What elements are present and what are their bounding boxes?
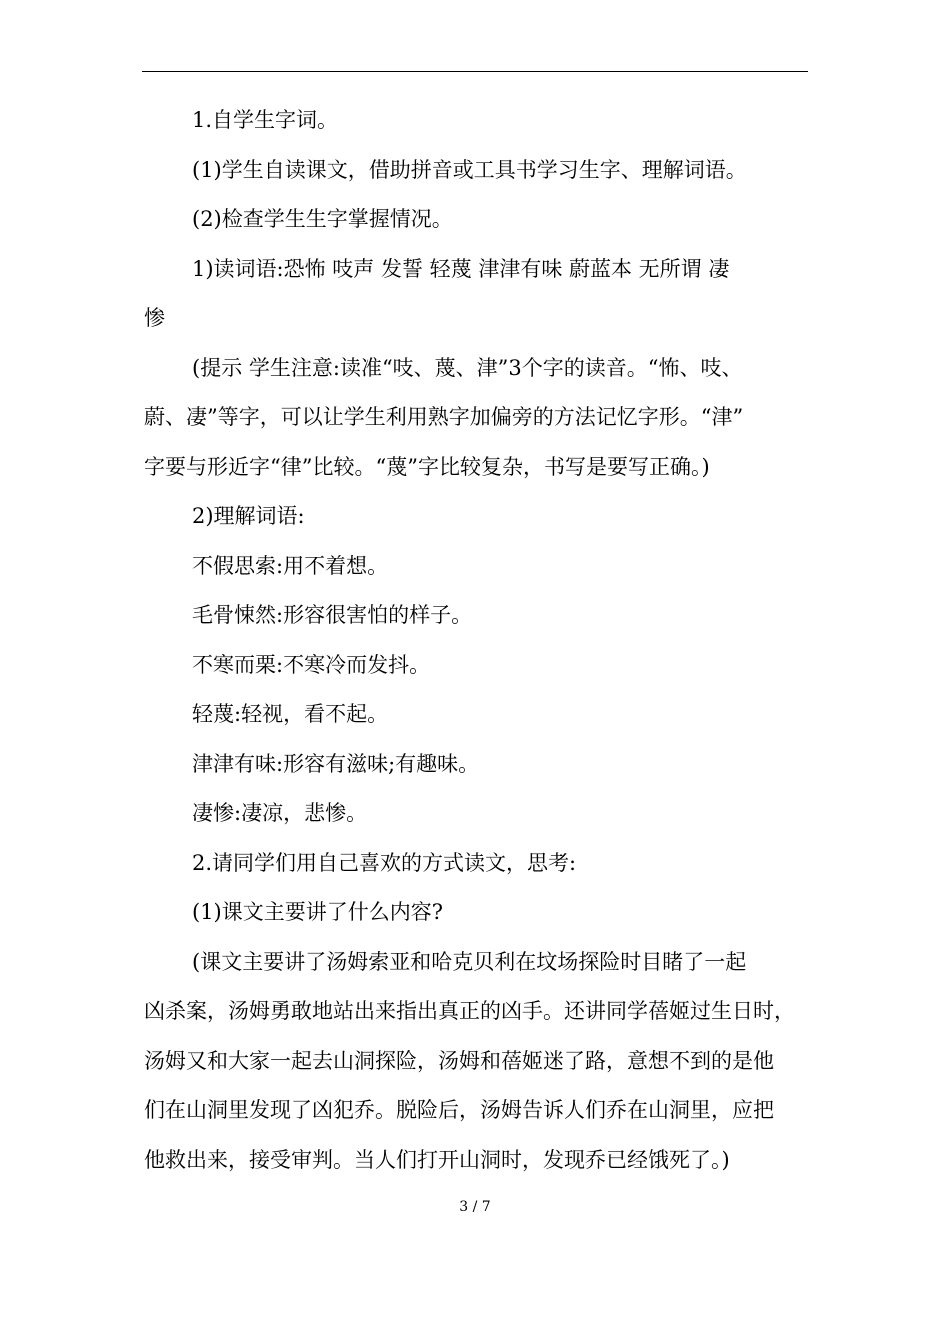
paragraph-line: (1)课文主要讲了什么内容? [192, 900, 444, 924]
paragraph-line: 2.请同学们用自己喜欢的方式读文，思考: [192, 850, 577, 875]
document-body [144, 96, 816, 1185]
paragraph-line: 不寒而栗:不寒冷而发抖。 [192, 652, 431, 677]
paragraph-line: (1)学生自读课文，借助拼音或工具书学习生字、理解词语。 [192, 157, 747, 182]
header-rule [142, 71, 808, 72]
page-number: 3 / 7 [459, 1199, 491, 1215]
paragraph-line: 2)理解词语: [192, 504, 305, 528]
paragraph-line: 惨 [144, 306, 165, 330]
paragraph-line: 他救出来，接受审判。当人们打开山洞时，发现乔已经饿死了。) [144, 1147, 730, 1172]
paragraph-line: (课文主要讲了汤姆索亚和哈克贝利在坟场探险时目睹了一起 [192, 949, 747, 974]
paragraph-line: 汤姆又和大家一起去山洞探险，汤姆和蓓姬迷了路，意想不到的是他 [144, 1048, 774, 1073]
paragraph-line: 1.自学生字词。 [192, 108, 339, 132]
paragraph-line: 蔚、凄”等字，可以让学生利用熟字加偏旁的方法记忆字形。“津” [144, 405, 744, 429]
paragraph-line: 毛骨悚然:形容很害怕的样子。 [192, 603, 473, 627]
paragraph-line: 不假思索:用不着想。 [192, 553, 389, 578]
paragraph-line: 们在山洞里发现了凶犯乔。脱险后，汤姆告诉人们乔在山洞里，应把 [144, 1098, 774, 1122]
paragraph-line: 凄惨:凄凉，悲惨。 [192, 801, 368, 825]
paragraph-line: 轻蔑:轻视，看不起。 [192, 702, 389, 726]
paragraph-line: (2)检查学生生字掌握情况。 [192, 207, 453, 231]
paragraph-line: (提示 学生注意:读准“吱、蔑、津”3个字的读音。“怖、吱、 [192, 355, 743, 380]
paragraph-line: 凶杀案，汤姆勇敢地站出来指出真正的凶手。还讲同学蓓姬过生日时， [144, 999, 795, 1023]
paragraph-line: 津津有味:形容有滋味;有趣味。 [192, 751, 480, 776]
paragraph-line: 1)读词语:恐怖 吱声 发誓 轻蔑 津津有味 蔚蓝本 无所谓 凄 [192, 256, 730, 281]
paragraph-line: 字要与形近字“律”比较。“蔑”字比较复杂，书写是要写正确。) [144, 454, 710, 479]
